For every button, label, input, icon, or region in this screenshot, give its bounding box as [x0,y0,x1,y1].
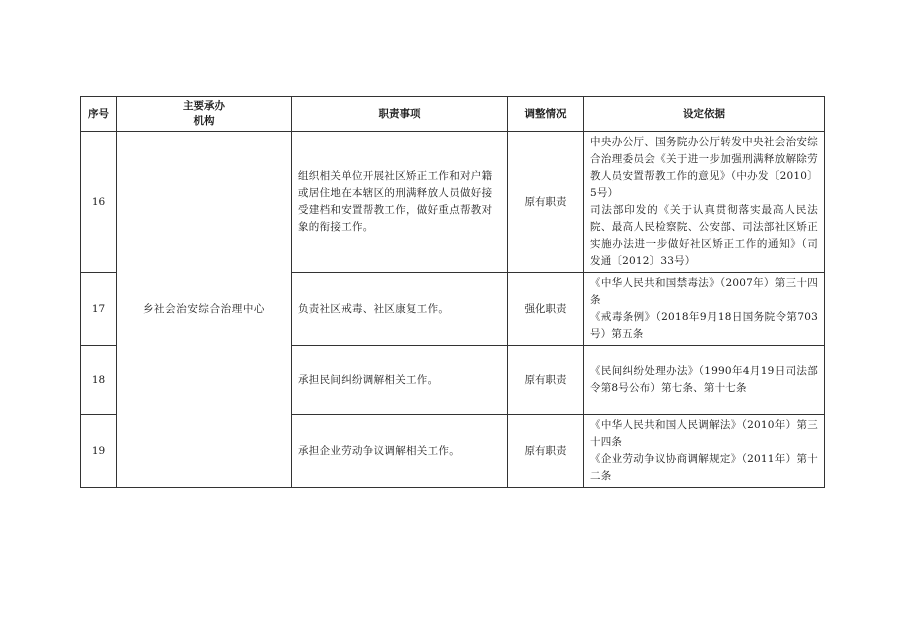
basis-cell [584,346,825,415]
basis-line: 《企业劳动争议协商调解规定》（2011年）第十二条 [590,453,818,482]
status-text: 原有职责 [508,132,584,273]
duty-text: 组织相关单位开展社区矫正工作和对户籍或居住地在本辖区的刑满释放人员做好接受建档和安置帮教工作，做好重点帮教对象的衔接工作。 [292,132,508,273]
duty-table [80,96,825,488]
header-org-line1: 主要承办 [183,100,225,112]
header-duty: 职责事项 [292,97,508,132]
org-cell [117,132,292,488]
basis-line: 中央办公厅、国务院办公厅转发中央社会治安综合治理委员会《关于进一步加强刑满释放解除劳教人员安置帮教工作的意见》（中办发〔2010〕5号） [590,136,818,199]
header-seq: 序号 [81,97,117,132]
header-org [117,97,292,132]
duty-text: 负责社区戒毒、社区康复工作。 [292,273,508,346]
header-status: 调整情况 [508,97,584,132]
status-text: 原有职责 [508,415,584,488]
duty-text: 承担企业劳动争议调解相关工作。 [292,415,508,488]
basis-cell [584,132,825,273]
basis-cell [584,273,825,346]
row-number: 17 [81,273,117,346]
basis-line: 司法部印发的《关于认真贯彻落实最高人民法院、最高人民检察院、公安部、司法部社区矫正实施办法进一步做好社区矫正工作的通知》（司发通〔2012〕33号） [590,204,818,267]
table-row [81,132,825,273]
org-name: 乡社会治安综合治理中心 [142,303,266,315]
row-number: 19 [81,415,117,488]
status-text: 强化职责 [508,273,584,346]
row-number: 18 [81,346,117,415]
row-number: 16 [81,132,117,273]
header-row [81,97,825,132]
basis-line: 《戒毒条例》（2018年9月18日国务院令第703号）第五条 [590,311,818,340]
header-basis: 设定依据 [584,97,825,132]
basis-line: 《民间纠纷处理办法》（1990年4月19日司法部令第8号公布）第七条、第十七条 [590,365,818,394]
basis-line: 《中华人民共和国人民调解法》（2010年）第三十四条 [590,419,818,448]
duty-text: 承担民间纠纷调解相关工作。 [292,346,508,415]
basis-cell [584,415,825,488]
status-text: 原有职责 [508,346,584,415]
header-org-line2: 机构 [193,115,215,127]
basis-line: 《中华人民共和国禁毒法》（2007年）第三十四条 [590,277,818,306]
